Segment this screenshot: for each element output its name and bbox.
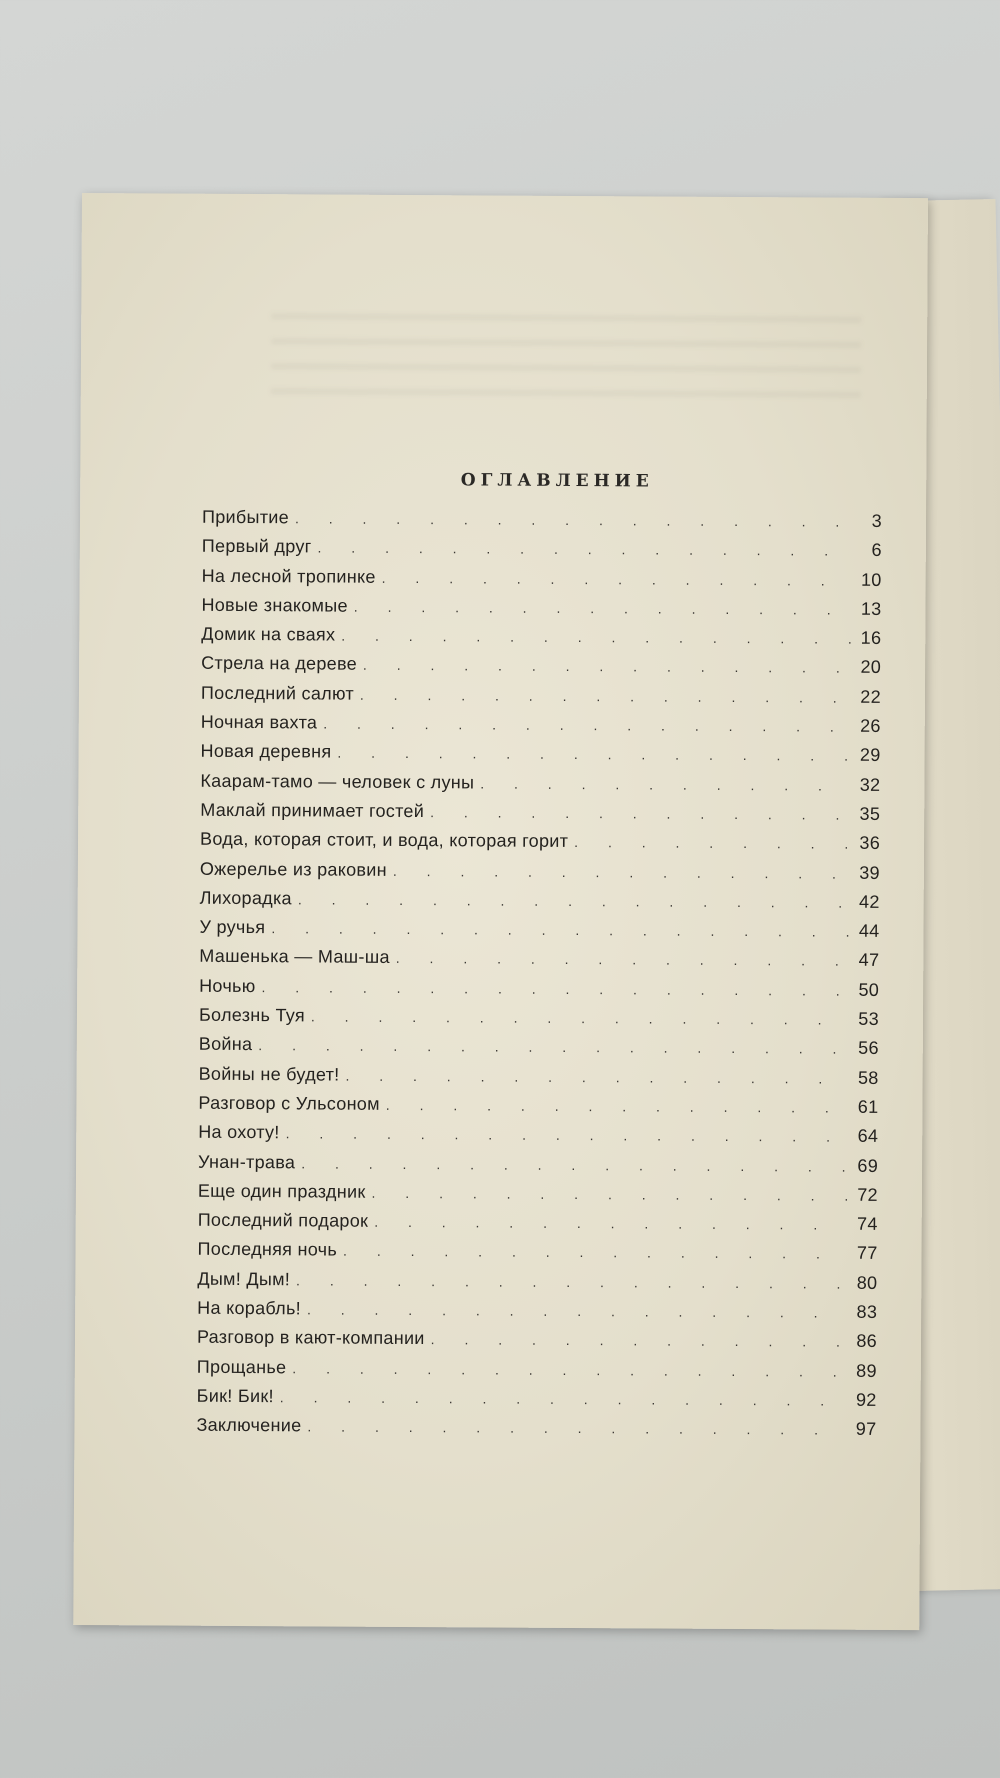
toc-entry	[199, 1063, 879, 1096]
toc-entry-page-number: 53	[858, 1008, 880, 1029]
toc-entry-title: Стрела на дереве	[201, 653, 358, 675]
toc-entry	[200, 829, 880, 862]
toc-entry-page-number: 56	[858, 1038, 879, 1059]
toc-leader-dots	[371, 1185, 847, 1204]
toc-leader-dots	[258, 1037, 849, 1057]
toc-entry	[202, 565, 882, 598]
toc-leader-dots	[360, 686, 851, 705]
toc-leader-dots	[345, 1067, 848, 1086]
toc-leader-dots	[354, 599, 852, 618]
toc-entry	[201, 712, 881, 745]
toc-entry-page-number: 97	[855, 1418, 877, 1440]
reverse-side-bleed-through	[271, 304, 862, 398]
toc-entry	[197, 1298, 877, 1331]
toc-entry	[197, 1356, 877, 1389]
toc-entry-title: Война	[198, 1034, 253, 1055]
toc-entry-page-number: 42	[858, 891, 880, 912]
toc-entry	[197, 1239, 877, 1272]
toc-leader-dots	[341, 628, 851, 647]
toc-entry-title: Разговор с Ульсоном	[198, 1092, 380, 1114]
toc-entry-page-number: 32	[859, 774, 881, 795]
book-page	[73, 193, 928, 1630]
toc-entry-title: Ночная вахта	[200, 711, 318, 733]
toc-entry-title: Последняя ночь	[197, 1239, 338, 1260]
toc-entry-title: Машенька — Маш-ша	[199, 946, 390, 968]
toc-entry	[199, 975, 879, 1008]
toc-entry-page-number: 35	[859, 803, 881, 824]
toc-entry-page-number: 3	[871, 510, 883, 531]
toc-entry-title: Ночью	[199, 975, 256, 996]
toc-entry-page-number: 83	[856, 1301, 878, 1322]
toc-entry-page-number: 47	[858, 950, 880, 971]
toc-entry-title: Войны не будет!	[198, 1063, 340, 1085]
toc-entry-title: На лесной тропинке	[201, 565, 376, 587]
toc-leader-dots	[337, 745, 850, 764]
toc-entry-title: Лихорадка	[199, 887, 292, 909]
toc-leader-dots	[301, 1155, 848, 1174]
toc-leader-dots	[311, 1008, 849, 1027]
toc-entry	[198, 1151, 878, 1184]
toc-leader-dots	[431, 1331, 847, 1350]
toc-entry	[197, 1327, 877, 1360]
toc-entry-page-number: 13	[860, 598, 882, 619]
toc-leader-dots	[307, 1301, 847, 1320]
toc-leader-dots	[307, 1419, 846, 1438]
toc-leader-dots	[261, 979, 849, 999]
toc-entry	[197, 1268, 877, 1301]
toc-leader-dots	[271, 920, 849, 940]
toc-entry-title: Дым! Дым!	[197, 1268, 291, 1290]
toc-leader-dots	[295, 510, 852, 529]
toc-entry	[200, 741, 880, 774]
toc-entry-page-number: 44	[858, 920, 880, 942]
toc-entry-page-number: 22	[860, 686, 881, 707]
toc-entry-title: Первый друг	[201, 536, 312, 557]
toc-entry-title: Домик на сваях	[201, 623, 336, 645]
toc-entry-page-number: 77	[856, 1243, 878, 1264]
toc-entry	[198, 1210, 878, 1243]
toc-entry-title: Каарам-тамо — человек с луны	[200, 770, 475, 793]
toc-entry-page-number: 16	[860, 627, 882, 649]
toc-entry-page-number: 20	[860, 657, 882, 678]
toc-entry-page-number: 29	[859, 745, 881, 766]
toc-entry	[202, 507, 882, 540]
toc-leader-dots	[374, 1214, 848, 1233]
toc-entry	[196, 1415, 876, 1448]
toc-entry-page-number: 86	[856, 1331, 878, 1352]
toc-entry	[200, 888, 880, 921]
toc-entry-title: Заключение	[196, 1414, 302, 1436]
toc-entry-page-number: 72	[857, 1184, 878, 1205]
toc-entry-title: На корабль!	[197, 1297, 302, 1319]
toc-leader-dots	[280, 1389, 847, 1408]
toc-entry-page-number: 69	[857, 1155, 879, 1176]
toc-entry	[197, 1386, 877, 1419]
toc-entry	[198, 1093, 878, 1126]
toc-leader-dots	[386, 1097, 849, 1116]
toc-entry-title: Разговор в кают-компании	[196, 1327, 425, 1349]
table-of-contents	[196, 469, 882, 1449]
toc-leader-dots	[430, 804, 850, 823]
toc-leader-dots	[296, 1272, 847, 1291]
toc-leader-dots	[292, 1360, 847, 1379]
toc-heading: ОГЛАВЛЕНИЕ	[460, 470, 654, 492]
toc-leader-dots	[286, 1125, 849, 1144]
toc-entry-title: Вода, которая стоит, и вода, которая горит	[199, 828, 569, 852]
toc-entry	[201, 653, 881, 686]
toc-leader-dots	[396, 950, 850, 969]
toc-entry	[201, 595, 881, 628]
toc-entry-title: Маклай принимает гостей	[200, 799, 425, 822]
toc-leader-dots	[480, 775, 850, 793]
toc-entry-title: У ручья	[199, 916, 266, 938]
toc-entry	[200, 770, 880, 803]
toc-entry-title: Последний салют	[200, 682, 354, 704]
toc-entry-title: Последний подарок	[197, 1209, 369, 1231]
toc-leader-dots	[323, 716, 851, 735]
toc-entry	[201, 624, 881, 657]
toc-leader-dots	[382, 569, 852, 588]
toc-entry-title: Прощанье	[196, 1356, 287, 1377]
toc-entry-page-number: 89	[856, 1360, 877, 1381]
toc-entry	[200, 800, 880, 833]
toc-leader-dots	[298, 891, 850, 910]
toc-entry-page-number: 92	[855, 1389, 877, 1410]
toc-entry-page-number: 74	[857, 1213, 878, 1235]
toc-entry	[199, 1005, 879, 1038]
toc-leader-dots	[363, 657, 851, 676]
toc-leader-dots	[317, 540, 851, 559]
toc-entry-title: Болезнь Туя	[198, 1004, 305, 1026]
toc-entry-page-number: 64	[857, 1125, 879, 1147]
toc-entry-title: Еще один праздник	[197, 1180, 366, 1202]
toc-entry	[202, 536, 882, 569]
toc-leader-dots	[393, 862, 850, 881]
toc-entry-page-number: 10	[860, 569, 882, 590]
toc-entry-title: Ожерелье из раковин	[199, 858, 387, 880]
toc-entry-title: Прибытие	[201, 506, 290, 528]
toc-entry-page-number: 26	[860, 715, 881, 736]
toc-entry-page-number: 36	[859, 833, 881, 854]
toc-entry-title: На охоту!	[198, 1121, 280, 1143]
toc-entry	[198, 1181, 878, 1214]
toc-entry	[201, 683, 881, 716]
toc-list	[196, 507, 882, 1449]
toc-entry-title: Унан-трава	[198, 1151, 296, 1172]
toc-entry-title: Бик! Бик!	[196, 1385, 274, 1407]
toc-entry-page-number: 6	[871, 540, 882, 561]
toc-leader-dots	[574, 834, 850, 852]
toc-entry	[200, 858, 880, 891]
toc-leader-dots	[343, 1243, 848, 1262]
toc-entry-page-number: 61	[857, 1096, 879, 1117]
toc-entry	[199, 946, 879, 979]
toc-entry-page-number: 50	[858, 979, 880, 1000]
toc-entry	[199, 917, 879, 950]
toc-entry-title: Новая деревня	[200, 741, 332, 762]
toc-entry-page-number: 80	[856, 1272, 878, 1293]
toc-entry-title: Новые знакомые	[201, 594, 348, 616]
toc-entry	[199, 1034, 879, 1067]
toc-entry	[198, 1122, 878, 1155]
toc-entry-page-number: 58	[857, 1067, 879, 1088]
toc-entry-page-number: 39	[859, 862, 880, 883]
